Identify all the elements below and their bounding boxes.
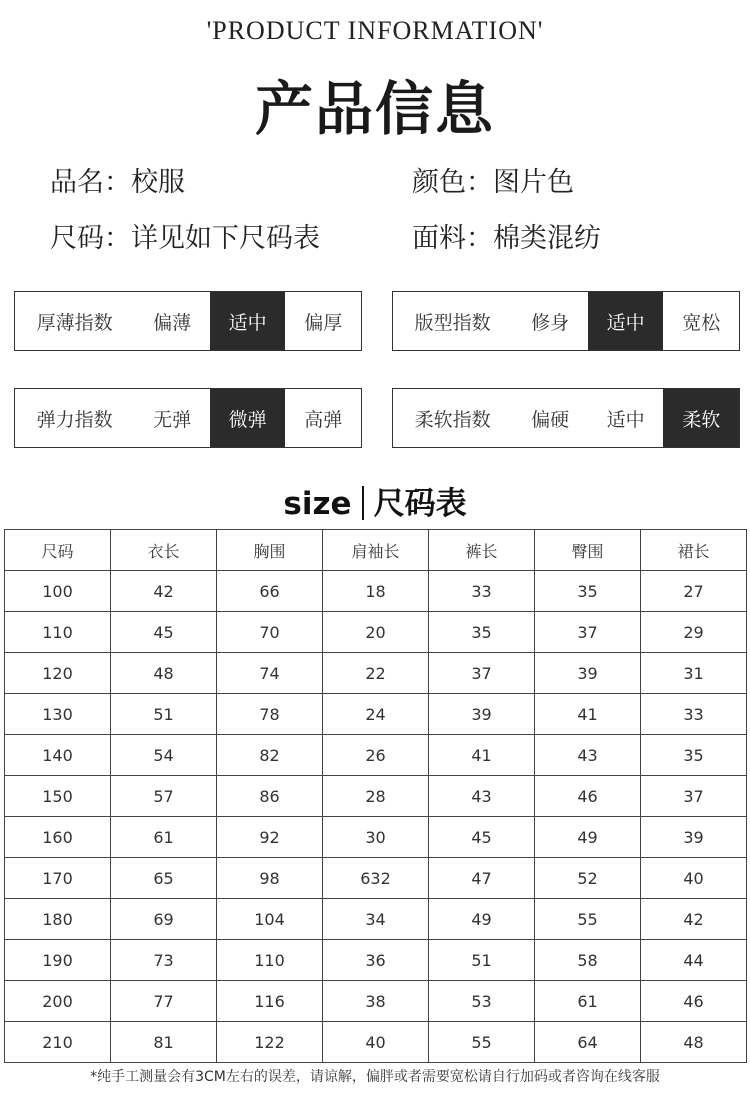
index-option: 修身 <box>531 311 570 334</box>
index-option: 高弹 <box>304 408 343 431</box>
table-row <box>5 817 747 858</box>
table-cell: 150 <box>5 776 111 817</box>
index-option: 偏硬 <box>531 408 570 431</box>
table-cell: 29 <box>641 612 747 653</box>
table-cell: 27 <box>641 571 747 612</box>
table-cell: 54 <box>111 735 217 776</box>
table-cell: 140 <box>5 735 111 776</box>
table-cell: 44 <box>641 940 747 981</box>
table-cell: 53 <box>429 981 535 1022</box>
table-cell: 81 <box>111 1022 217 1063</box>
size-chart-title <box>0 478 750 523</box>
table-cell: 47 <box>429 858 535 899</box>
table-cell: 51 <box>429 940 535 981</box>
table-row <box>5 981 747 1022</box>
info-fabric <box>412 216 601 255</box>
index-option: 微弹 <box>210 389 286 447</box>
table-cell: 46 <box>535 776 641 817</box>
table-cell: 35 <box>641 735 747 776</box>
size-title-en: size <box>283 486 352 522</box>
table-cell: 37 <box>535 612 641 653</box>
index-name: 版型指数 <box>414 311 491 334</box>
table-cell: 82 <box>217 735 323 776</box>
index-option: 偏厚 <box>304 311 343 334</box>
index-thickness <box>14 291 362 351</box>
info-color-label: 颜色： <box>412 167 493 198</box>
disclaimer-note: *纯手工测量会有3CM左右的误差，请谅解，偏胖或者需要宽松请自行加码或者咨询在线客服 <box>90 1069 660 1085</box>
table-cell: 33 <box>429 571 535 612</box>
info-name-label: 品名： <box>50 167 131 198</box>
table-header-row <box>5 530 747 571</box>
index-name: 弹力指数 <box>36 408 113 431</box>
index-option: 适中 <box>606 408 645 431</box>
header-cell: 裙长 <box>641 530 747 571</box>
table-cell: 35 <box>535 571 641 612</box>
info-color-value: 图片色 <box>493 167 574 198</box>
index-name: 厚薄指数 <box>36 311 113 334</box>
table-cell: 65 <box>111 858 217 899</box>
table-cell: 160 <box>5 817 111 858</box>
table-cell: 39 <box>641 817 747 858</box>
table-cell: 92 <box>217 817 323 858</box>
header-cell: 肩袖长 <box>323 530 429 571</box>
table-cell: 41 <box>429 735 535 776</box>
table-cell: 190 <box>5 940 111 981</box>
header-cell: 尺码 <box>5 530 111 571</box>
table-cell: 180 <box>5 899 111 940</box>
table-cell: 632 <box>323 858 429 899</box>
info-fabric-label: 面料： <box>412 223 493 254</box>
table-cell: 98 <box>217 858 323 899</box>
table-cell: 38 <box>323 981 429 1022</box>
table-cell: 45 <box>111 612 217 653</box>
table-cell: 20 <box>323 612 429 653</box>
table-cell: 43 <box>429 776 535 817</box>
table-cell: 42 <box>641 899 747 940</box>
table-row <box>5 940 747 981</box>
table-cell: 110 <box>217 940 323 981</box>
title-divider <box>362 486 364 520</box>
table-cell: 100 <box>5 571 111 612</box>
table-cell: 77 <box>111 981 217 1022</box>
table-cell: 170 <box>5 858 111 899</box>
index-option: 宽松 <box>682 311 721 334</box>
table-cell: 18 <box>323 571 429 612</box>
table-cell: 200 <box>5 981 111 1022</box>
header-cell: 衣长 <box>111 530 217 571</box>
table-row <box>5 899 747 940</box>
table-cell: 58 <box>535 940 641 981</box>
table-cell: 34 <box>323 899 429 940</box>
table-cell: 104 <box>217 899 323 940</box>
header-cell: 臀围 <box>535 530 641 571</box>
header-cell: 裤长 <box>429 530 535 571</box>
table-cell: 51 <box>111 694 217 735</box>
table-row <box>5 1022 747 1063</box>
table-cell: 22 <box>323 653 429 694</box>
info-size <box>50 216 320 255</box>
table-cell: 40 <box>641 858 747 899</box>
table-cell: 31 <box>641 653 747 694</box>
table-cell: 40 <box>323 1022 429 1063</box>
info-size-label: 尺码： <box>50 223 131 254</box>
index-softness <box>392 388 740 448</box>
table-row <box>5 776 747 817</box>
index-option: 柔软 <box>663 389 739 447</box>
info-color <box>412 160 574 199</box>
table-cell: 110 <box>5 612 111 653</box>
index-option: 无弹 <box>153 408 192 431</box>
table-cell: 49 <box>429 899 535 940</box>
table-row <box>5 735 747 776</box>
table-cell: 61 <box>111 817 217 858</box>
info-name-value: 校服 <box>131 167 185 198</box>
table-cell: 55 <box>535 899 641 940</box>
info-fabric-value: 棉类混纺 <box>493 223 601 254</box>
table-cell: 46 <box>641 981 747 1022</box>
table-cell: 74 <box>217 653 323 694</box>
table-cell: 120 <box>5 653 111 694</box>
index-elasticity <box>14 388 362 448</box>
info-size-value: 详见如下尺码表 <box>131 223 320 254</box>
table-cell: 48 <box>641 1022 747 1063</box>
table-cell: 39 <box>429 694 535 735</box>
table-cell: 37 <box>641 776 747 817</box>
table-cell: 28 <box>323 776 429 817</box>
table-cell: 55 <box>429 1022 535 1063</box>
table-row <box>5 858 747 899</box>
table-cell: 116 <box>217 981 323 1022</box>
index-option: 适中 <box>210 292 286 350</box>
table-cell: 37 <box>429 653 535 694</box>
table-cell: 35 <box>429 612 535 653</box>
table-cell: 61 <box>535 981 641 1022</box>
table-cell: 86 <box>217 776 323 817</box>
table-cell: 78 <box>217 694 323 735</box>
table-body <box>5 571 747 1063</box>
table-cell: 70 <box>217 612 323 653</box>
table-cell: 130 <box>5 694 111 735</box>
table-cell: 64 <box>535 1022 641 1063</box>
size-title-cn: 尺码表 <box>373 486 467 522</box>
table-cell: 45 <box>429 817 535 858</box>
index-fit <box>392 291 740 351</box>
index-option: 适中 <box>588 292 664 350</box>
table-row <box>5 612 747 653</box>
table-cell: 210 <box>5 1022 111 1063</box>
table-cell: 33 <box>641 694 747 735</box>
table-cell: 122 <box>217 1022 323 1063</box>
table-cell: 48 <box>111 653 217 694</box>
info-name <box>50 160 185 199</box>
table-cell: 39 <box>535 653 641 694</box>
table-cell: 69 <box>111 899 217 940</box>
table-cell: 49 <box>535 817 641 858</box>
table-row <box>5 653 747 694</box>
table-cell: 41 <box>535 694 641 735</box>
header-cell: 胸围 <box>217 530 323 571</box>
table-cell: 43 <box>535 735 641 776</box>
en-title: 'PRODUCT INFORMATION' <box>206 16 544 45</box>
table-row <box>5 694 747 735</box>
table-cell: 26 <box>323 735 429 776</box>
index-name: 柔软指数 <box>414 408 491 431</box>
table-row <box>5 571 747 612</box>
table-cell: 73 <box>111 940 217 981</box>
table-cell: 24 <box>323 694 429 735</box>
table-cell: 30 <box>323 817 429 858</box>
table-cell: 36 <box>323 940 429 981</box>
table-cell: 42 <box>111 571 217 612</box>
table-cell: 66 <box>217 571 323 612</box>
table-cell: 57 <box>111 776 217 817</box>
table-cell: 52 <box>535 858 641 899</box>
index-option: 偏薄 <box>153 311 192 334</box>
size-table <box>4 529 747 1063</box>
page-title: 产品信息 <box>254 75 495 143</box>
